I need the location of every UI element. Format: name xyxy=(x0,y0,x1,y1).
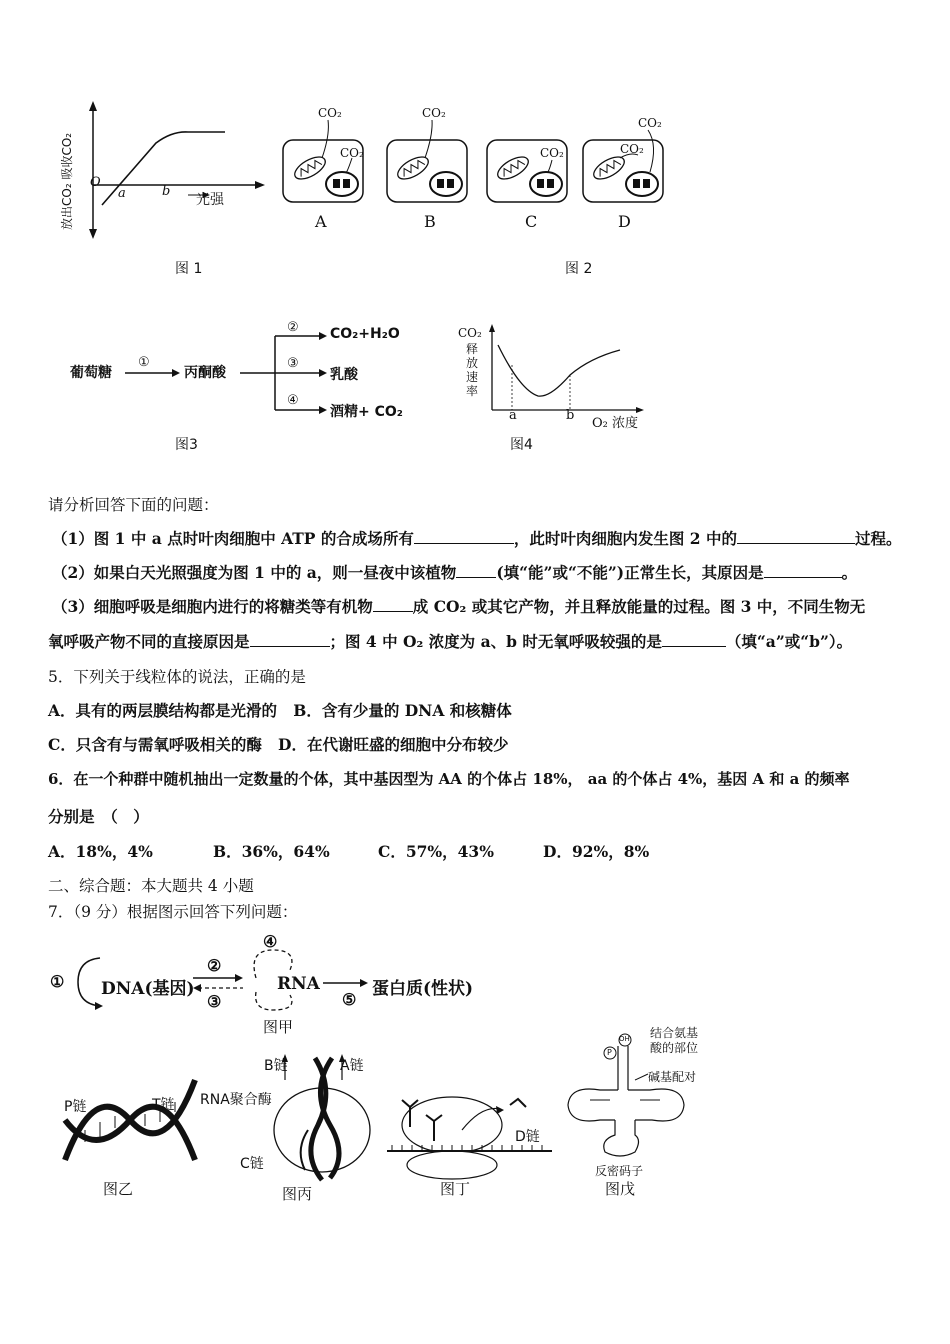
q4-p1-blank-2 xyxy=(737,529,855,544)
fig-jia-caption: 图甲 xyxy=(263,1018,294,1036)
fig-jia-rna: RNA xyxy=(277,974,320,994)
q4-p1-text-a: （1）图 1 中 a 点时叶肉细胞中 ATP 的合成场所有 xyxy=(52,529,414,548)
fig2-co2-a-top: CO₂ xyxy=(318,106,342,120)
q4-p2-blank-2 xyxy=(764,563,842,578)
fig-ding-d-chain: D链 xyxy=(515,1129,540,1145)
q6-option-a: A．18%，4% xyxy=(48,842,153,861)
q4-p3-text-b: 成 CO₂ 或其它产物，并且释放能量的过程。图 3 中，不同生物无 xyxy=(412,597,866,616)
fig2-panel-label-c: C xyxy=(525,212,538,231)
fig-wu-oh-label: OH xyxy=(619,1035,630,1043)
q5-option-b: B．含有少量的 DNA 和核糖体 xyxy=(293,701,512,720)
fig-yi-p-chain: P链 xyxy=(64,1099,87,1115)
q4-intro: 请分析回答下面的问题： xyxy=(48,496,219,514)
q4-p3-blank-2 xyxy=(250,632,330,647)
fig4-point-b: b xyxy=(566,408,575,423)
q6-option-b: B．36%，64% xyxy=(213,842,330,861)
q4-p3-text-c: 氧呼吸产物不同的直接原因是 xyxy=(48,632,250,651)
fig3-product-4: 酒精+ CO₂ xyxy=(330,404,403,420)
q4-part-2 xyxy=(52,563,857,583)
q4-p3-text-d: ；图 4 中 O₂ 浓度为 a、b 时无氧呼吸较强的是 xyxy=(329,632,662,651)
fig-bing-rna-polymerase: RNA聚合酶 xyxy=(200,1092,272,1108)
fig-jia-num-5: ⑤ xyxy=(342,990,357,1009)
q5-options-row-2 xyxy=(48,735,509,755)
fig-bing-a-chain: A链 xyxy=(340,1058,364,1074)
fig-bing-b-chain: B链 xyxy=(264,1058,288,1074)
fig-wu-caption: 图戊 xyxy=(605,1180,636,1198)
fig1-origin-label: O xyxy=(90,175,101,190)
fig4-point-a: a xyxy=(509,408,517,423)
q4-p1-text-b: ，此时叶肉细胞内发生图 2 中的 xyxy=(513,529,737,548)
q7-stem: 7．（9 分）根据图示回答下列问题： xyxy=(48,903,298,921)
fig3-step-4: ④ xyxy=(287,393,299,408)
q4-p3-blank-3 xyxy=(662,632,726,647)
q4-p2-text-b: (填“能”或“不能”)正常生长，其原因是 xyxy=(496,563,764,582)
fig2-co2-d-top: CO₂ xyxy=(638,116,662,130)
fig-wu-binding-site-1: 结合氨基 xyxy=(650,1026,699,1040)
fig2-co2-d-inner: CO₂ xyxy=(620,142,644,156)
fig-yi-caption: 图乙 xyxy=(103,1180,134,1198)
q5-stem: 5．下列关于线粒体的说法，正确的是 xyxy=(48,668,306,686)
fig2-co2-b-top: CO₂ xyxy=(422,106,446,120)
q5-option-c: C．只含有与需氧呼吸相关的酶 xyxy=(48,735,262,754)
fig-wu-binding-site-2: 酸的部位 xyxy=(650,1041,699,1055)
q6-stem-line-2: 分别是 （ ） xyxy=(48,807,149,826)
fig-wu-p-label: P xyxy=(607,1048,612,1057)
fig-wu-anticodon: 反密码子 xyxy=(595,1164,644,1178)
fig-wu-base-pairing: 碱基配对 xyxy=(648,1070,697,1084)
q5-options-row-1 xyxy=(48,701,512,721)
fig3-product-2: CO₂+H₂O xyxy=(330,326,400,342)
q4-p1-blank-1 xyxy=(414,529,514,544)
fig2-co2-a-inner: CO₂ xyxy=(340,146,364,160)
q5-option-a: A．具有的两层膜结构都是光滑的 xyxy=(48,701,278,720)
q4-p3-text-e: （填“a”或“b”）。 xyxy=(725,632,853,651)
fig-jia-num-1: ① xyxy=(50,972,65,991)
fig1-x-axis-label: 光强 xyxy=(196,192,224,208)
fig3-product-3: 乳酸 xyxy=(330,367,358,383)
fig-jia-dna: DNA(基因) xyxy=(101,979,195,999)
q4-p2-text-c: 。 xyxy=(841,563,858,582)
fig3-pyruvate: 丙酮酸 xyxy=(184,365,226,381)
fig4-caption: 图4 xyxy=(510,437,533,453)
fig4-y-label-char-4: 率 xyxy=(466,384,479,398)
q4-p3-blank-1 xyxy=(373,597,413,612)
q4-p2-blank-1 xyxy=(456,563,496,578)
fig2-panel-label-b: B xyxy=(424,212,436,231)
fig-bing-c-chain: C链 xyxy=(240,1156,264,1172)
q4-p3-text-a: （3）细胞呼吸是细胞内进行的将糖类等有机物 xyxy=(52,597,373,616)
q4-p2-text-a: （2）如果白天光照强度为图 1 中的 a，则一昼夜中该植物 xyxy=(52,563,457,582)
fig3-step-3: ③ xyxy=(287,356,299,371)
fig-jia-protein: 蛋白质(性状) xyxy=(372,979,474,999)
fig4-y-label-char-2: 放 xyxy=(466,356,479,370)
q6-stem-line-1: 6．在一个种群中随机抽出一定数量的个体，其中基因型为 AA 的个体占 18%， aa 的个体占 4%，基因 A 和 a 的频率 xyxy=(48,770,850,788)
q4-p1-text-c: 过程。 xyxy=(854,529,902,548)
section-2-heading: 二、综合题：本大题共 4 小题 xyxy=(48,877,254,895)
q5-option-d: D．在代谢旺盛的细胞中分布较少 xyxy=(278,735,509,754)
fig3-step-1: ① xyxy=(138,355,150,370)
fig-yi-t-chain: T链 xyxy=(152,1097,175,1113)
q4-part-1 xyxy=(52,529,901,549)
fig4-x-label: O₂ 浓度 xyxy=(592,416,639,431)
fig4-y-label-char-3: 速 xyxy=(466,370,479,384)
fig3-glucose: 葡萄糖 xyxy=(70,365,112,381)
fig1-point-b: b xyxy=(162,184,171,199)
fig3-caption: 图3 xyxy=(175,437,198,453)
fig-jia-num-4: ④ xyxy=(263,932,278,951)
fig-jia-num-2: ② xyxy=(207,956,222,975)
fig1-point-a: a xyxy=(118,186,126,201)
fig2-caption: 图 2 xyxy=(565,261,593,277)
fig-ding-caption: 图丁 xyxy=(440,1180,471,1198)
fig1-caption: 图 1 xyxy=(175,261,203,277)
fig3-step-2: ② xyxy=(287,320,299,335)
q4-part-3-line-1 xyxy=(52,597,865,617)
fig4-y-label-char-1: 释 xyxy=(466,342,479,356)
q6-option-d: D．92%，8% xyxy=(543,842,650,861)
figure-1-graph xyxy=(60,95,275,245)
fig4-y-label-co2: CO₂ xyxy=(458,326,482,340)
q4-part-3-line-2 xyxy=(48,632,852,652)
fig-bing-caption: 图丙 xyxy=(282,1185,313,1203)
q6-options xyxy=(48,842,649,862)
fig-jia-num-3: ③ xyxy=(207,992,222,1011)
fig2-co2-c-inner: CO₂ xyxy=(540,146,564,160)
q6-option-c: C．57%，43% xyxy=(378,842,494,861)
fig2-panel-label-a: A xyxy=(315,212,327,231)
fig1-y-axis-label: 放出CO₂ 吸收CO₂ xyxy=(60,132,74,230)
fig2-panel-label-d: D xyxy=(618,212,631,231)
